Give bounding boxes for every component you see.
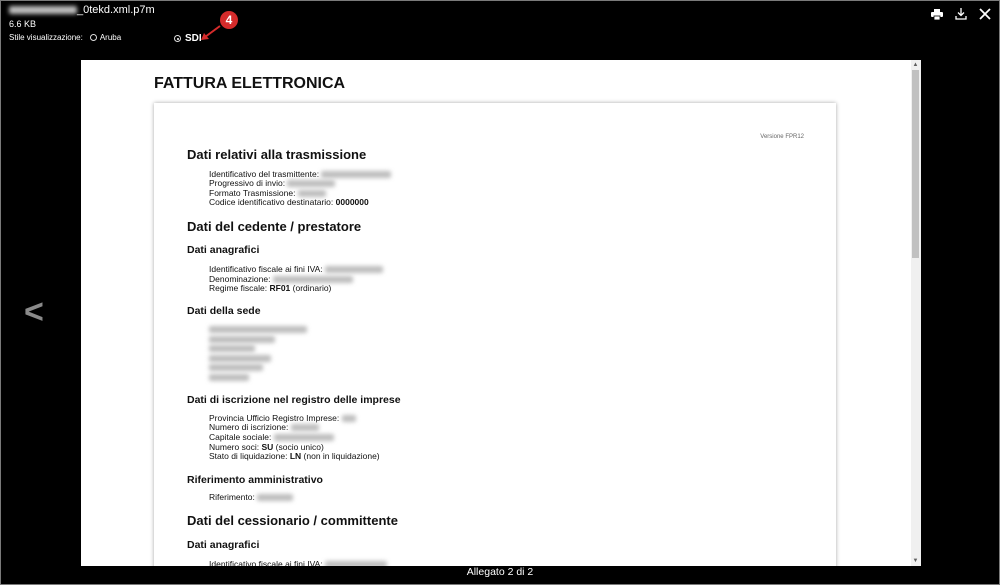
scroll-down-icon[interactable]: ▼ [912, 558, 919, 564]
attachment-counter: Allegato 2 di 2 [466, 566, 534, 578]
download-icon[interactable] [954, 7, 968, 21]
previous-attachment-icon[interactable]: < [24, 293, 44, 331]
scroll-up-icon[interactable]: ▲ [912, 62, 919, 68]
option-aruba-label[interactable]: Aruba [99, 33, 122, 42]
row-id-fiscale: Identificativo fiscale ai fini IVA: [209, 265, 383, 275]
subsection-anagrafici-cessionario: Dati anagrafici [187, 539, 260, 551]
style-label: Stile visualizzazione: [9, 33, 83, 42]
redacted-text [9, 6, 77, 14]
row-provincia-registro: Provincia Ufficio Registro Imprese: [209, 414, 356, 424]
style-selector [9, 33, 121, 42]
row-capitale-sociale: Capitale sociale: [209, 433, 334, 443]
scrollbar-thumb[interactable] [912, 70, 919, 258]
invoice-page [154, 103, 836, 566]
row-id-trasmittente: Identificativo del trasmittente: [209, 170, 391, 180]
option-sdi-label[interactable]: SDI [185, 33, 202, 44]
section-cessionario: Dati del cessionario / committente [187, 513, 398, 528]
vertical-scrollbar[interactable] [911, 60, 921, 566]
row-id-fiscale-cessionario: Identificativo fiscale ai fini IVA: [209, 560, 387, 566]
section-trasmissione: Dati relativi alla trasmissione [187, 147, 367, 162]
row-numero-soci: Numero soci: SU (socio unico) [209, 442, 324, 452]
document-viewer[interactable] [81, 60, 921, 566]
radio-sdi-selected[interactable] [174, 35, 181, 42]
row-codice-destinatario: Codice identificativo destinatario: 0000000 [209, 197, 369, 207]
subsection-sede: Dati della sede [187, 305, 261, 317]
file-size: 6.6 KB [9, 19, 37, 29]
radio-aruba[interactable] [90, 34, 97, 41]
row-sede-6 [209, 373, 249, 383]
file-name: _0tekd.xml.p7m [9, 4, 155, 16]
toolbar [930, 7, 992, 21]
annotation-arrow-icon [198, 24, 222, 42]
printer-icon[interactable] [930, 7, 944, 21]
version-label: Versione FPR12 [760, 134, 804, 140]
row-sede-1 [209, 325, 307, 335]
step-badge: 4 [220, 11, 238, 29]
row-denominazione: Denominazione: [209, 275, 353, 285]
row-regime-fiscale: Regime fiscale: RF01 (ordinario) [209, 283, 332, 293]
close-icon[interactable] [978, 7, 992, 21]
subsection-anagrafici: Dati anagrafici [187, 244, 260, 256]
row-sede-5 [209, 363, 263, 373]
row-stato-liquidazione: Stato di liquidazione: LN (non in liquidazione) [209, 451, 380, 461]
subsection-registro: Dati di iscrizione nel registro delle imprese [187, 394, 401, 406]
subsection-riferimento: Riferimento amministrativo [187, 474, 323, 486]
row-progressivo: Progressivo di invio: [209, 179, 335, 189]
row-formato: Formato Trasmissione: [209, 189, 326, 199]
document-title: FATTURA ELETTRONICA [154, 75, 346, 92]
row-riferimento: Riferimento: [209, 493, 293, 503]
section-cedente: Dati del cedente / prestatore [187, 219, 362, 234]
row-sede-3 [209, 344, 255, 354]
row-numero-iscrizione: Numero di iscrizione: [209, 423, 319, 433]
